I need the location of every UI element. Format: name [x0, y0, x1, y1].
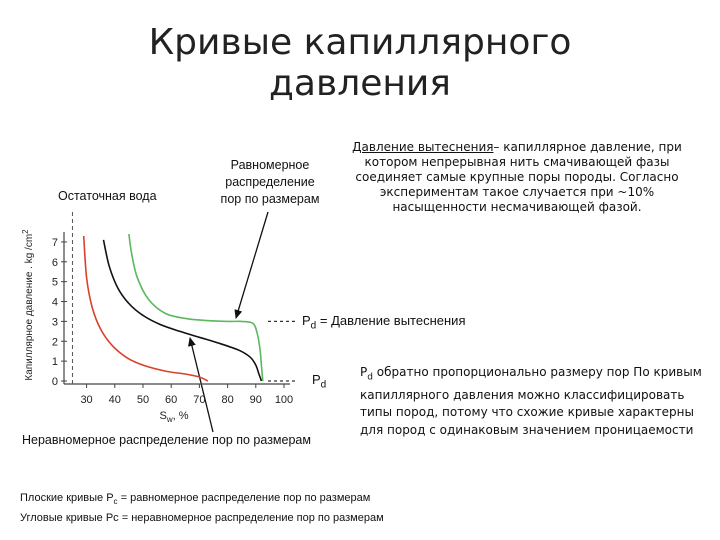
chart-plot-area: [21, 212, 298, 424]
y-tick-label: 6: [51, 256, 58, 269]
definition-text: – капиллярное давление, при котором непрерывная нить смачивающей фазы соединяет самые крупные поры породы. Согласно экспериментам такое случается при ~10% насыщенности несмачивающей фазой.: [355, 140, 682, 214]
x-tick-label: 30: [80, 394, 93, 406]
footer-line-1-suffix: = равномерное распределение пор по размерам: [117, 492, 371, 504]
pd-lower-symbol: P: [312, 372, 321, 387]
y-tick-label: 4: [51, 296, 58, 309]
pd-note-text: обратно пропорционально размеру пор По кривым капиллярного давления можно классифицировать типы пород, потому что схожие кривые характерны для пород с одинаковым значением проницаемости: [360, 365, 702, 437]
pd-displacement-text: = Давление вытеснения: [319, 313, 466, 328]
uniform-distribution-line-3: пор по размерам: [220, 192, 320, 206]
footer-line-2: Угловые кривые Pc = неравномерное распределение пор по размерам: [20, 512, 384, 525]
title-line-2: давления: [269, 63, 451, 104]
pd-lower-subscript: d: [320, 379, 327, 391]
footer-line-1-sub: c: [113, 497, 118, 507]
curve-red: [84, 236, 208, 381]
x-tick-label: 50: [136, 394, 150, 406]
residual-water-label: Остаточная вода: [58, 189, 157, 203]
title-line-1: Кривые капиллярного: [148, 22, 572, 63]
y-tick-label: 7: [51, 236, 58, 249]
y-tick-label: 3: [51, 316, 58, 329]
pd-note-subscript: d: [367, 372, 373, 383]
arrow-uniform-to-green: [236, 212, 268, 318]
y-tick-label: 5: [51, 276, 58, 289]
definition-term: Давление вытеснения: [352, 140, 494, 154]
curve-green: [129, 234, 263, 381]
x-tick-label: 60: [165, 394, 178, 406]
x-axis-label: $S_w$, %: [159, 410, 189, 424]
x-tick-label: 90: [249, 394, 262, 406]
pd-note-symbol: P: [360, 365, 368, 379]
y-axis-label: Капиллярное давление . kg $/cm^2$: [21, 229, 35, 381]
x-tick-label: 80: [221, 394, 234, 406]
y-tick-label: 2: [51, 336, 58, 349]
pd-symbol: P: [302, 313, 311, 328]
arrow-nonuniform-to-black: [190, 338, 213, 432]
nonuniform-distribution-label: Неравномерное распределение пор по размерам: [22, 433, 311, 447]
footer-line-1-prefix: Плоские кривые P: [20, 492, 114, 504]
x-tick-label: 40: [108, 394, 121, 406]
pd-subscript: d: [310, 320, 317, 332]
y-tick-label: 1: [51, 356, 58, 369]
y-tick-label: 0: [51, 376, 58, 388]
x-tick-label: 100: [274, 394, 294, 406]
uniform-distribution-line-2: распределение: [225, 175, 315, 189]
x-tick-label: 70: [193, 394, 206, 406]
uniform-distribution-line-1: Равномерное: [230, 158, 310, 172]
